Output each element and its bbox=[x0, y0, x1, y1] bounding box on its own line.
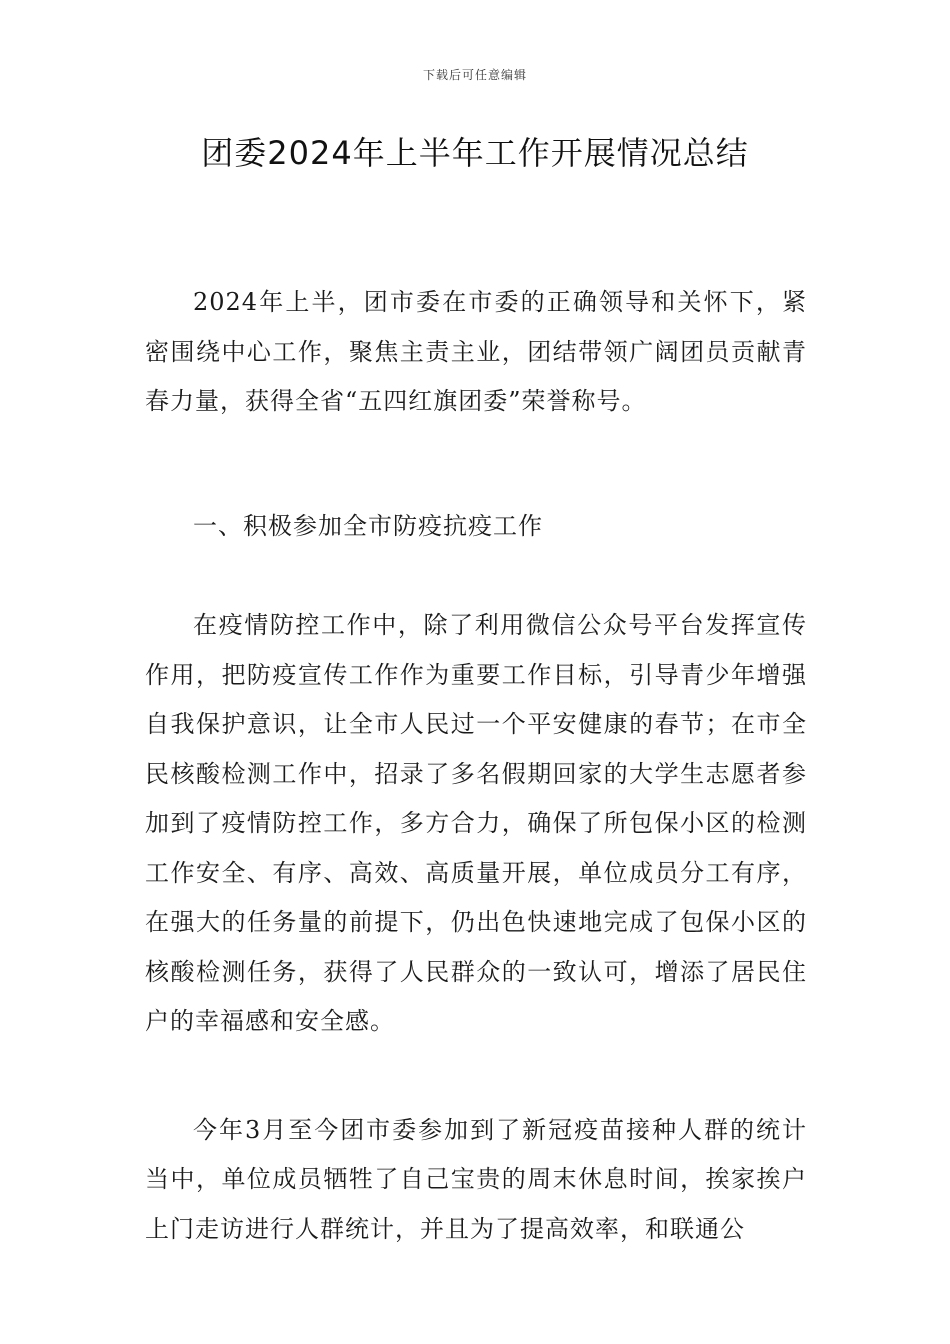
paragraph-vaccination: 今年3月至今团市委参加到了新冠疫苗接种人群的统计当中，单位成员牺牲了自己宝贵的周末休息时间，挨家挨户上门走访进行人群统计，并且为了提高效率，和联通公 bbox=[145, 1115, 807, 1243]
document-title: 团委2024年上半年工作开展情况总结 bbox=[201, 134, 749, 172]
document-body bbox=[145, 278, 807, 1254]
paragraph-epidemic-control: 在疫情防控工作中，除了利用微信公众号平台发挥宣传作用，把防疫宣传工作作为重要工作目标，引导青少年增强自我保护意识，让全市人民过一个平安健康的春节；在市全民核酸检测工作中，招录了多名假期回家的大学生志愿者参加到了疫情防控工作，多方合力，确保了所包保小区的检测工作安全、有序、高效、高质量开展，单位成员分工有序，在强大的任务量的前提下，仍出色快速地完成了包保小区的核酸检测任务，获得了人民群众的一致认可，增添了居民住户的幸福感和安全感。 bbox=[145, 611, 807, 1035]
section-heading: 一、积极参加全市防疫抗疫工作 bbox=[193, 511, 543, 540]
paragraph-intro: 2024年上半，团市委在市委的正确领导和关怀下，紧密围绕中心工作，聚焦主责主业，团结带领广阔团员贡献青春力量，获得全省“五四红旗团委”荣誉称号。 bbox=[145, 288, 807, 415]
header-note: 下载后可任意编辑 bbox=[422, 68, 527, 82]
